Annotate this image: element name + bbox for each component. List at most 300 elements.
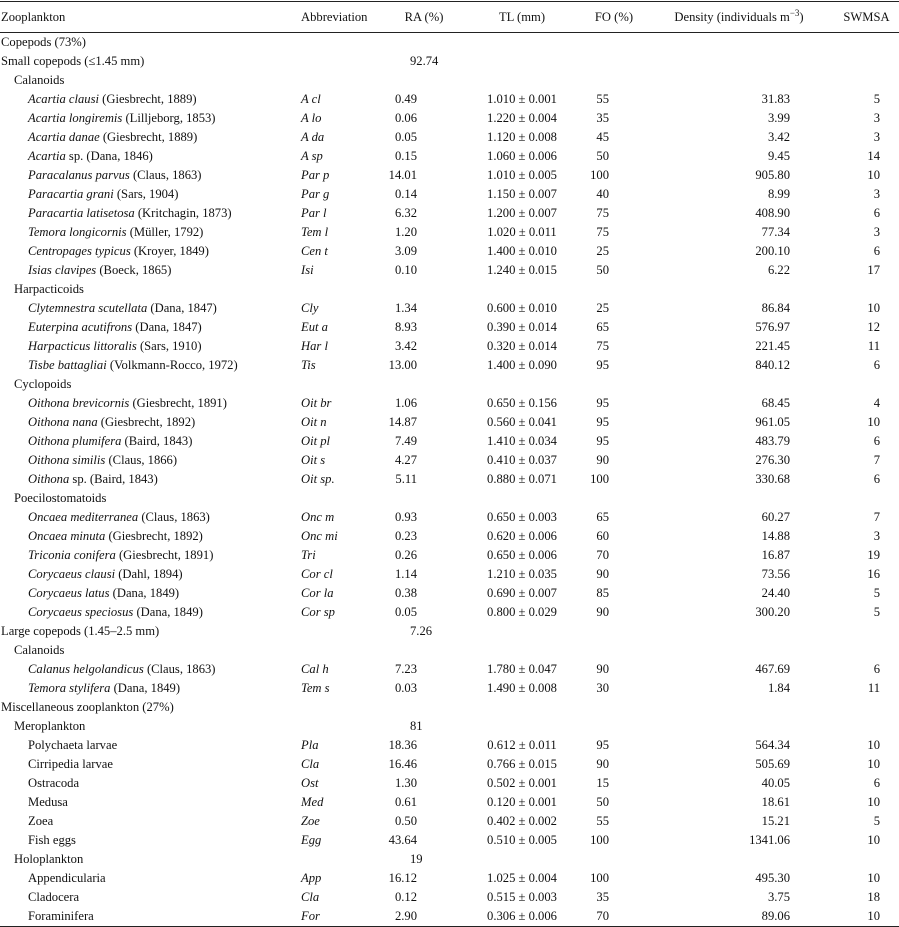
table-row [0, 413, 899, 432]
abbreviation-cell: Oit s [301, 453, 326, 467]
section-row [0, 52, 899, 71]
taxon-name [0, 261, 301, 280]
table-row [0, 888, 899, 907]
ra-cell: 3.09 [394, 244, 417, 258]
table-row [0, 451, 899, 470]
swmsa-cell: 6 [873, 358, 880, 372]
header-row [0, 2, 899, 33]
species-name: Oithona similis [28, 453, 106, 467]
swmsa-cell [834, 33, 899, 53]
ra-cell: 2.90 [388, 907, 460, 927]
fo-cell: 55 [596, 814, 609, 828]
taxon-name [0, 128, 301, 147]
density-cell: 86.84 [761, 301, 790, 315]
fo-cell: 90 [596, 662, 609, 676]
fo-cell: 100 [590, 871, 609, 885]
species-name: Oithona plumifera [28, 434, 122, 448]
taxon-name: Appendicularia [28, 871, 106, 885]
abbreviation-cell [301, 52, 388, 71]
swmsa-cell: 6 [873, 244, 880, 258]
swmsa-cell: 6 [873, 472, 880, 486]
header-abbreviation: Abbreviation [301, 2, 388, 33]
fo-cell: 55 [596, 92, 609, 106]
fo-cell: 70 [584, 907, 644, 927]
tl-cell [460, 698, 584, 717]
swmsa-cell: 10 [867, 415, 880, 429]
tl-cell: 1.780 ± 0.047 [487, 662, 557, 676]
fo-cell: 45 [596, 130, 609, 144]
abbreviation-cell [301, 641, 388, 660]
species-name: Paracartia grani [28, 187, 114, 201]
taxon-name: Polychaeta larvae [28, 738, 118, 752]
table-body [0, 33, 899, 927]
ra-cell: 16.46 [388, 757, 417, 771]
header-tl: TL (mm) [460, 2, 584, 33]
swmsa-cell: 10 [867, 301, 880, 315]
table-row [0, 90, 899, 109]
density-cell [644, 52, 834, 71]
ra-cell: 0.10 [394, 263, 417, 277]
species-authority: (Dahl, 1894) [115, 567, 183, 581]
abbreviation-cell: For [301, 907, 388, 927]
section-row [0, 489, 899, 508]
tl-cell: 0.560 ± 0.041 [487, 415, 557, 429]
ra-cell: 43.64 [388, 833, 417, 847]
species-name: Acartia clausi [28, 92, 100, 106]
fo-cell: 25 [596, 244, 609, 258]
species-authority: (Giesbrecht, 1891) [129, 396, 227, 410]
swmsa-cell: 3 [873, 130, 880, 144]
taxon-name [0, 147, 301, 166]
taxon-name: Small copepods (≤1.45 mm) [1, 54, 145, 68]
tl-cell: 1.410 ± 0.034 [487, 434, 557, 448]
taxon-name: Cirripedia larvae [28, 757, 113, 771]
abbreviation-cell: Pla [301, 738, 319, 752]
ra-cell: 8.93 [394, 320, 417, 334]
abbreviation-cell: Eut a [301, 320, 328, 334]
abbreviation-cell: Tem s [301, 681, 330, 695]
section-row [0, 33, 899, 53]
fo-cell: 70 [596, 548, 609, 562]
table-row [0, 204, 899, 223]
species-name: Isias clavipes [28, 263, 97, 277]
taxon-name: Cyclopoids [14, 377, 72, 391]
ra-cell: 0.93 [394, 510, 417, 524]
tl-cell: 0.390 ± 0.014 [487, 320, 557, 334]
abbreviation-cell: Oit pl [301, 434, 331, 448]
ra-cell: 0.12 [394, 890, 417, 904]
abbreviation-cell: Par l [301, 206, 327, 220]
swmsa-cell [834, 71, 899, 90]
species-name: Acartia longiremis [28, 111, 123, 125]
swmsa-cell [834, 850, 899, 869]
abbreviation-cell: A cl [301, 92, 321, 106]
density-cell: 40.05 [761, 776, 790, 790]
tl-cell: 1.210 ± 0.035 [487, 567, 557, 581]
fo-cell [584, 641, 644, 660]
swmsa-cell: 6 [873, 206, 880, 220]
species-name: Centropages typicus [28, 244, 131, 258]
tl-cell: 0.800 ± 0.029 [487, 605, 557, 619]
tl-cell: 0.510 ± 0.005 [487, 833, 557, 847]
swmsa-cell: 6 [873, 434, 880, 448]
fo-cell: 35 [596, 890, 609, 904]
swmsa-cell: 18 [867, 890, 880, 904]
table-row [0, 660, 899, 679]
taxon-name: Cladocera [28, 890, 80, 904]
ra-cell: 1.06 [394, 396, 417, 410]
section-row [0, 375, 899, 394]
tl-cell: 0.650 ± 0.003 [487, 510, 557, 524]
table-row [0, 299, 899, 318]
table-row [0, 470, 899, 489]
ra-cell: 0.05 [394, 605, 417, 619]
density-cell [644, 489, 834, 508]
ra-cell: 0.06 [394, 111, 417, 125]
ra-cell: 0.49 [394, 92, 417, 106]
abbreviation-cell: Har l [301, 339, 328, 353]
fo-cell: 90 [596, 757, 609, 771]
ra-cell: 0.23 [394, 529, 417, 543]
taxon-name [0, 223, 301, 242]
ra-cell: 16.12 [388, 871, 417, 885]
swmsa-cell: 3 [873, 529, 880, 543]
taxon-name: Medusa [28, 795, 68, 809]
swmsa-cell: 5 [873, 92, 880, 106]
tl-cell: 0.410 ± 0.037 [487, 453, 557, 467]
tl-cell: 1.010 ± 0.001 [487, 92, 557, 106]
ra-cell: 7.23 [394, 662, 417, 676]
abbreviation-cell: Med [301, 795, 324, 809]
swmsa-cell: 3 [873, 187, 880, 201]
fo-cell: 90 [596, 453, 609, 467]
abbreviation-cell: Cor cl [301, 567, 333, 581]
fo-cell: 95 [596, 738, 609, 752]
density-cell: 576.97 [755, 320, 790, 334]
swmsa-cell [834, 52, 899, 71]
table-row [0, 318, 899, 337]
ra-cell: 0.26 [394, 548, 417, 562]
header-density-close: ) [799, 10, 804, 24]
tl-cell: 1.120 ± 0.008 [487, 130, 557, 144]
table-row [0, 755, 899, 774]
table-row [0, 812, 899, 831]
table-row [0, 242, 899, 261]
swmsa-cell: 19 [867, 548, 880, 562]
table-row [0, 603, 899, 622]
species-authority: (Lilljeborg, 1853) [122, 111, 216, 125]
taxon-name: Calanoids [14, 643, 65, 657]
species-name: Oncaea mediterranea [28, 510, 139, 524]
taxon-name [0, 679, 301, 698]
table-row [0, 432, 899, 451]
taxon-name [0, 204, 301, 223]
fo-cell: 95 [596, 358, 609, 372]
swmsa-cell: 10 [867, 168, 880, 182]
species-name: Temora stylifera [28, 681, 111, 695]
fo-cell: 65 [596, 510, 609, 524]
taxon-name [0, 508, 301, 527]
density-cell: 68.45 [761, 396, 790, 410]
species-authority: (Boeck, 1865) [96, 263, 172, 277]
abbreviation-cell: Ost [301, 776, 319, 790]
tl-cell: 0.402 ± 0.002 [487, 814, 557, 828]
density-cell: 73.56 [761, 567, 790, 581]
species-authority: (Müller, 1792) [126, 225, 204, 239]
swmsa-cell: 7 [873, 510, 880, 524]
abbreviation-cell: Zoe [301, 814, 320, 828]
species-authority: (Giesbrecht, 1889) [99, 130, 198, 144]
taxon-name [0, 185, 301, 204]
tl-cell: 1.150 ± 0.007 [487, 187, 557, 201]
ra-cell: 1.34 [394, 301, 417, 315]
header-fo: FO (%) [584, 2, 644, 33]
swmsa-cell: 6 [873, 662, 880, 676]
species-authority: (Sars, 1910) [136, 339, 202, 353]
table-row [0, 546, 899, 565]
tl-cell [460, 375, 584, 394]
tl-cell: 0.502 ± 0.001 [487, 776, 557, 790]
abbreviation-cell [301, 850, 388, 869]
abbreviation-cell: Egg [301, 833, 322, 847]
density-cell [644, 850, 834, 869]
tl-cell: 1.025 ± 0.004 [487, 871, 557, 885]
tl-cell: 0.515 ± 0.003 [487, 890, 557, 904]
swmsa-cell: 5 [873, 605, 880, 619]
tl-cell: 0.120 ± 0.001 [487, 795, 557, 809]
fo-cell [584, 717, 644, 736]
density-cell: 14.88 [761, 529, 790, 543]
section-row [0, 71, 899, 90]
ra-cell: 0.50 [394, 814, 417, 828]
tl-cell: 0.320 ± 0.014 [487, 339, 557, 353]
taxon-name: Foraminifera [0, 907, 301, 927]
taxon-name [0, 166, 301, 185]
species-name: Oncaea minuta [28, 529, 106, 543]
ra-cell: 13.00 [388, 358, 417, 372]
species-authority: (Baird, 1843) [121, 434, 193, 448]
fo-cell: 60 [596, 529, 609, 543]
swmsa-cell [834, 698, 899, 717]
taxon-name: Large copepods (1.45–2.5 mm) [1, 624, 160, 638]
density-cell: 300.20 [755, 605, 790, 619]
species-authority: (Claus, 1863) [129, 168, 202, 182]
density-cell: 18.61 [761, 795, 790, 809]
tl-cell: 1.200 ± 0.007 [487, 206, 557, 220]
density-cell: 9.45 [767, 149, 790, 163]
density-cell: 905.80 [755, 168, 790, 182]
taxon-name: Poecilostomatoids [14, 491, 107, 505]
swmsa-cell: 3 [873, 111, 880, 125]
fo-cell: 95 [596, 415, 609, 429]
tl-cell: 1.400 ± 0.010 [487, 244, 557, 258]
species-name: Clytemnestra scutellata [28, 301, 148, 315]
tl-cell: 0.620 ± 0.006 [487, 529, 557, 543]
density-cell: 495.30 [755, 871, 790, 885]
species-authority: sp. (Baird, 1843) [69, 472, 158, 486]
species-authority: (Dana, 1847) [147, 301, 217, 315]
fo-cell: 95 [596, 434, 609, 448]
tl-cell: 0.650 ± 0.156 [487, 396, 557, 410]
table-row [0, 128, 899, 147]
fo-cell: 40 [596, 187, 609, 201]
taxon-name [0, 318, 301, 337]
fo-cell [584, 375, 644, 394]
abbreviation-cell: Onc m [301, 510, 335, 524]
species-name: Oithona [28, 472, 70, 486]
fo-cell: 50 [596, 149, 609, 163]
ra-cell: 1.30 [394, 776, 417, 790]
density-cell: 8.99 [767, 187, 790, 201]
species-authority: (Volkmann-Rocco, 1972) [106, 358, 238, 372]
table-row [0, 869, 899, 888]
density-cell: 1.84 [767, 681, 790, 695]
abbreviation-cell: Tri [301, 548, 316, 562]
swmsa-cell: 17 [867, 263, 880, 277]
taxon-name: Ostracoda [28, 776, 80, 790]
abbreviation-cell: Oit n [301, 415, 327, 429]
fo-cell: 75 [596, 225, 609, 239]
taxon-name: Calanoids [14, 73, 65, 87]
density-cell: 330.68 [755, 472, 790, 486]
table-row [0, 147, 899, 166]
fo-cell: 95 [596, 396, 609, 410]
tl-cell [460, 33, 584, 53]
ra-cell: 6.32 [394, 206, 417, 220]
taxon-name [0, 299, 301, 318]
density-cell: 15.21 [761, 814, 790, 828]
swmsa-cell: 10 [867, 757, 880, 771]
taxon-name: Meroplankton [14, 719, 86, 733]
fo-cell [584, 33, 644, 53]
table-row [0, 356, 899, 375]
taxon-name [0, 90, 301, 109]
table-row [0, 508, 899, 527]
fo-cell: 35 [596, 111, 609, 125]
density-cell [644, 641, 834, 660]
fo-cell: 100 [590, 833, 609, 847]
density-cell: 60.27 [761, 510, 790, 524]
header-density-text: Density (individuals m [674, 10, 790, 24]
tl-cell: 1.020 ± 0.011 [487, 225, 557, 239]
species-name: Temora longicornis [28, 225, 127, 239]
ra-cell: 0.15 [394, 149, 417, 163]
taxon-name [0, 356, 301, 375]
species-name: Corycaeus latus [28, 586, 110, 600]
swmsa-cell: 11 [867, 681, 880, 695]
header-density [644, 2, 834, 33]
swmsa-cell: 10 [867, 738, 880, 752]
tl-cell [460, 71, 584, 90]
abbreviation-cell: Cen t [301, 244, 328, 258]
density-cell: 31.83 [761, 92, 790, 106]
swmsa-cell: 16 [867, 567, 880, 581]
table-row [0, 261, 899, 280]
tl-cell: 0.880 ± 0.071 [487, 472, 557, 486]
ra-cell: 7.49 [394, 434, 417, 448]
section-row [0, 622, 899, 641]
taxon-name [0, 584, 301, 603]
abbreviation-cell [301, 489, 388, 508]
abbreviation-cell: Onc mi [301, 529, 338, 543]
species-name: Oithona nana [28, 415, 98, 429]
abbreviation-cell: App [301, 871, 322, 885]
ra-cell [388, 375, 460, 394]
fo-cell [584, 850, 644, 869]
taxon-name [0, 603, 301, 622]
species-name: Paracalanus parvus [28, 168, 130, 182]
taxon-name [0, 109, 301, 128]
density-cell: 840.12 [755, 358, 790, 372]
abbreviation-cell: Cla [301, 757, 320, 771]
abbreviation-cell: A lo [301, 111, 322, 125]
ra-cell: 18.36 [388, 738, 417, 752]
table-row [0, 109, 899, 128]
swmsa-cell [834, 489, 899, 508]
abbreviation-cell: Oit br [301, 396, 332, 410]
density-cell: 408.90 [755, 206, 790, 220]
header-swmsa: SWMSA [834, 2, 899, 33]
table-row [0, 337, 899, 356]
tl-cell: 0.306 ± 0.006 [460, 907, 584, 927]
density-cell [644, 71, 834, 90]
species-authority: sp. (Dana, 1846) [65, 149, 153, 163]
swmsa-cell: 3 [873, 225, 880, 239]
abbreviation-cell [301, 375, 388, 394]
section-row [0, 698, 899, 717]
table-row [0, 223, 899, 242]
tl-cell: 1.220 ± 0.004 [487, 111, 557, 125]
swmsa-cell [834, 622, 899, 641]
abbreviation-cell: Oit sp. [301, 472, 335, 486]
swmsa-cell: 10 [867, 871, 880, 885]
swmsa-cell: 7 [873, 453, 880, 467]
taxon-name: Harpacticoids [14, 282, 84, 296]
tl-cell [460, 52, 584, 71]
ra-cell [388, 71, 460, 90]
fo-cell: 50 [596, 263, 609, 277]
species-name: Tisbe battagliai [28, 358, 107, 372]
ra-cell: 1.14 [394, 567, 417, 581]
abbreviation-cell: Par g [301, 187, 330, 201]
table-row [0, 166, 899, 185]
fo-cell: 100 [590, 168, 609, 182]
fo-cell: 30 [596, 681, 609, 695]
fo-cell: 75 [596, 206, 609, 220]
ra-cell [388, 33, 460, 53]
species-authority: (Giesbrecht, 1891) [115, 548, 214, 562]
density-cell: 89.06 [644, 907, 834, 927]
species-authority: (Giesbrecht, 1892) [97, 415, 196, 429]
species-authority: (Dana, 1847) [132, 320, 202, 334]
ra-cell: 4.27 [394, 453, 417, 467]
table-row [0, 831, 899, 850]
table-row [0, 793, 899, 812]
species-authority: (Claus, 1863) [138, 510, 210, 524]
ra-cell: 5.11 [395, 472, 417, 486]
density-cell: 221.45 [755, 339, 790, 353]
table-row [0, 679, 899, 698]
tl-cell [460, 489, 584, 508]
section-row [0, 850, 899, 869]
ra-cell: 19 [410, 852, 423, 866]
density-cell: 467.69 [755, 662, 790, 676]
swmsa-cell: 6 [873, 776, 880, 790]
ra-cell: 81 [410, 719, 423, 733]
swmsa-cell: 5 [873, 586, 880, 600]
taxon-name: Holoplankton [14, 852, 84, 866]
ra-cell [388, 489, 460, 508]
